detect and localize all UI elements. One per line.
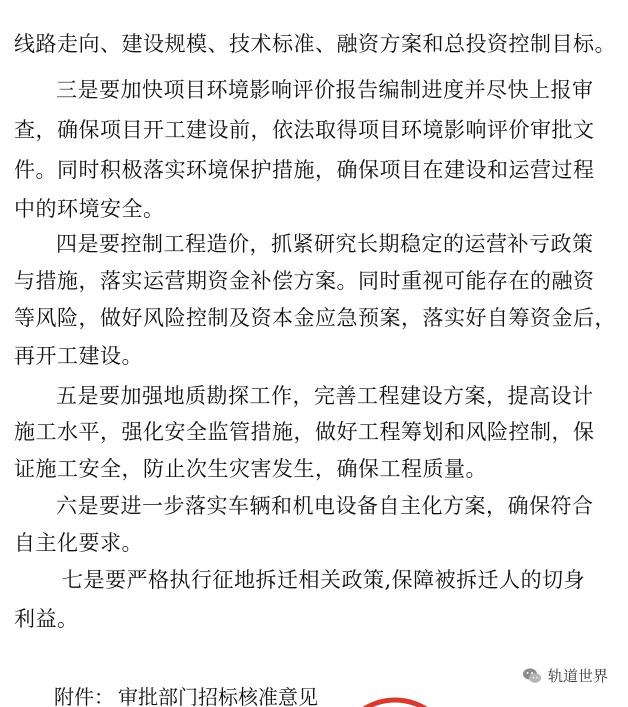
body-line-12: 证施工安全，防止次生灾害发生，确保工程质量。 [14,457,487,481]
body-line-11: 施工水平，强化安全监管措施，做好工程筹划和风险控制，保 [14,420,595,444]
body-line-10: 五是要加强地质勘探工作，完善工程建设方案，提高设计 [56,384,594,408]
body-line-8: 等风险，做好风险控制及资本金应急预案，落实好自筹资金后， [14,306,616,330]
attachment-label: 附件： [54,685,114,707]
body-line-14: 自主化要求。 [14,531,143,555]
body-line-4: 件。同时积极落实环境保护措施，确保项目在建设和运营过程 [14,158,595,182]
watermark [522,665,608,686]
body-line-1: 线路走向、建设规模、技术标准、融资方案和总投资控制目标。 [14,32,616,56]
body-line-7: 与措施，落实运营期资金补偿方案。同时重视可能存在的融资 [14,269,595,293]
official-seal-icon [330,688,460,707]
body-line-9: 再开工建设。 [14,344,143,368]
body-line-2: 三是要加快项目环境影响评价报告编制进度并尽快上报审 [56,78,594,102]
body-line-6: 四是要控制工程造价，抓紧研究长期稳定的运营补亏政策 [56,232,594,256]
body-line-3: 查，确保项目开工建设前，依法取得项目环境影响评价审批文 [14,118,595,142]
body-line-5: 中的环境安全。 [14,197,165,221]
watermark-text: 轨道世界 [547,667,608,685]
body-line-13: 六是要进一步落实车辆和机电设备自主化方案，确保符合 [56,494,594,518]
body-line-15: 七是要严格执行征地拆迁相关政策,保障被拆迁人的切身 [62,568,586,592]
wechat-icon [522,666,542,686]
body-line-16: 利益。 [14,607,79,631]
attachment-text: 审批部门招标核准意见 [118,685,318,707]
